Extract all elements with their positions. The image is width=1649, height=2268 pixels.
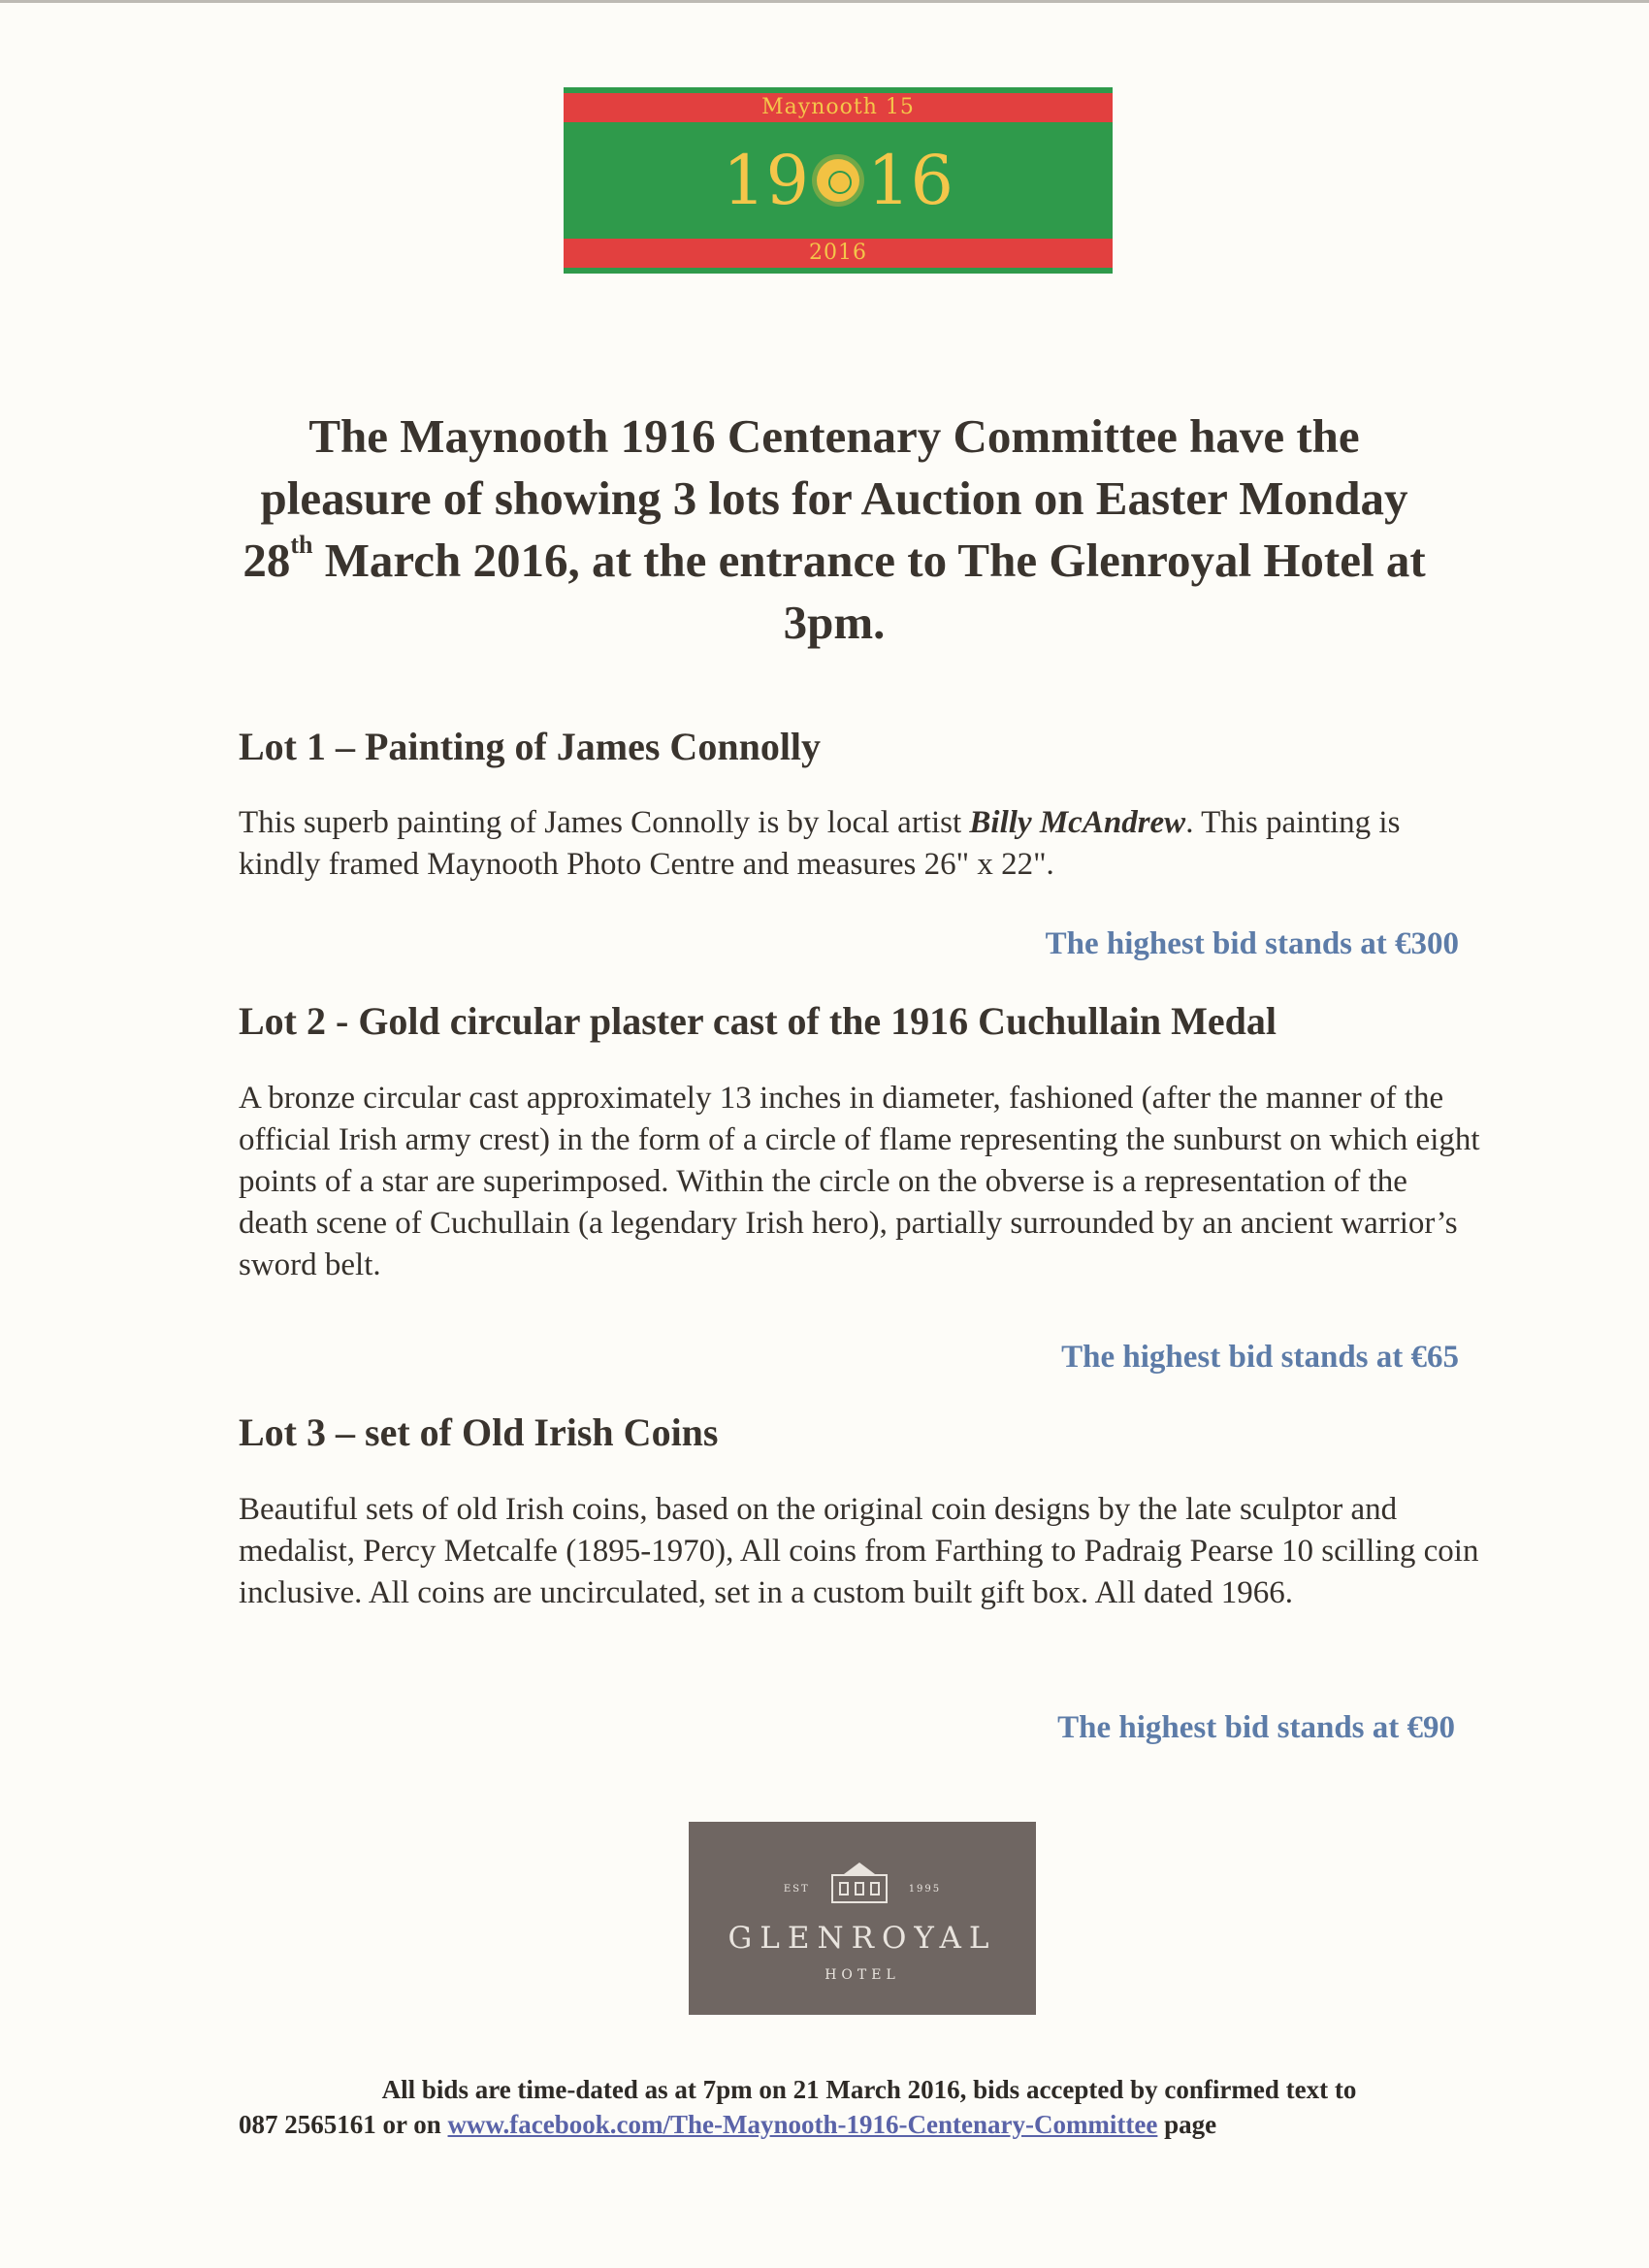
hotel-subtitle: HOTEL [824, 1967, 900, 1983]
hotel-logo-est-row [689, 1874, 1036, 1903]
lot-1-artist-name: Billy McAndrew [969, 805, 1186, 840]
banner-year-right: 16 [867, 141, 954, 220]
footer-line-1: All bids are time-dated as at 7pm on 21 March 2016, bids accepted by confirmed text to [381, 2075, 1357, 2104]
page-headline [223, 405, 1445, 654]
maynooth-1916-banner-logo [564, 87, 1113, 274]
banner-year-left: 19 [722, 141, 809, 220]
hotel-est-year: 1995 [908, 1883, 942, 1895]
glenroyal-hotel-logo [689, 1822, 1036, 2015]
banner-bottom-text: 2016 [809, 241, 867, 265]
facebook-page-link[interactable]: www.facebook.com/The-Maynooth-1916-Centenary-Committee [447, 2110, 1158, 2139]
headline-part2: March 2016, at the entrance to The Glenroyal Hotel at 3pm. [312, 534, 1426, 649]
footer-line-2-post: page [1157, 2110, 1217, 2139]
lot-2-highest-bid: The highest bid stands at €65 [1061, 1340, 1459, 1375]
top-border-rule [0, 0, 1649, 3]
lot-3-title: Lot 3 – set of Old Irish Coins [239, 1410, 719, 1454]
emblem-icon [817, 159, 859, 202]
banner-year-row [564, 136, 1113, 225]
hotel-est-label: EST [783, 1883, 810, 1895]
lot-1-title: Lot 1 – Painting of James Connolly [239, 725, 822, 768]
lot-3-highest-bid: The highest bid stands at €90 [1057, 1710, 1455, 1745]
footer-line-2-pre: 087 2565161 or on [239, 2110, 448, 2139]
lot-1-body-post: . This painting is kindly framed Maynooth Photo Centre and measures 26" x 22". [239, 805, 1401, 882]
footer-note [239, 2072, 1500, 2142]
banner-bottom-stripe [564, 239, 1113, 268]
lot-1-body-pre: This superb painting of James Connolly is by local artist [239, 805, 970, 840]
headline-part1: The Maynooth 1916 Centenary Committee have the pleasure of showing 3 lots for Auction on Easter Monday 28 [242, 409, 1408, 587]
hotel-name: GLENROYAL [728, 1921, 997, 1956]
banner-top-stripe [564, 93, 1113, 122]
banner-top-text: Maynooth 15 [761, 95, 915, 119]
building-icon [831, 1874, 888, 1903]
lot-2-title: Lot 2 - Gold circular plaster cast of the 1916 Cuchullain Medal [239, 999, 1277, 1043]
lot-3-description: Beautiful sets of old Irish coins, based on the original coin designs by the late sculptor and medalist, Percy Metcalfe (1895-1970), All coins from Farthing to Padraig Pearse 10 scilling coin inclusive. All coins are uncirculated, set in a custom built gift box. All dated 1966. [239, 1492, 1479, 1610]
lot-1-description [239, 802, 1480, 886]
lot-2-description: A bronze circular cast approximately 13 inches in diameter, fashioned (after the manner of the official Irish army crest) in the form of a circle of flame representing the sunburst on which eight points of a star are superimposed. Within the circle on the obverse is a representation of the death scene of Cuchullain (a legendary Irish hero), partially surrounded by an ancient warrior’s sword belt. [239, 1081, 1480, 1282]
lot-1-highest-bid: The highest bid stands at €300 [1045, 926, 1459, 961]
headline-superscript: th [290, 531, 313, 559]
